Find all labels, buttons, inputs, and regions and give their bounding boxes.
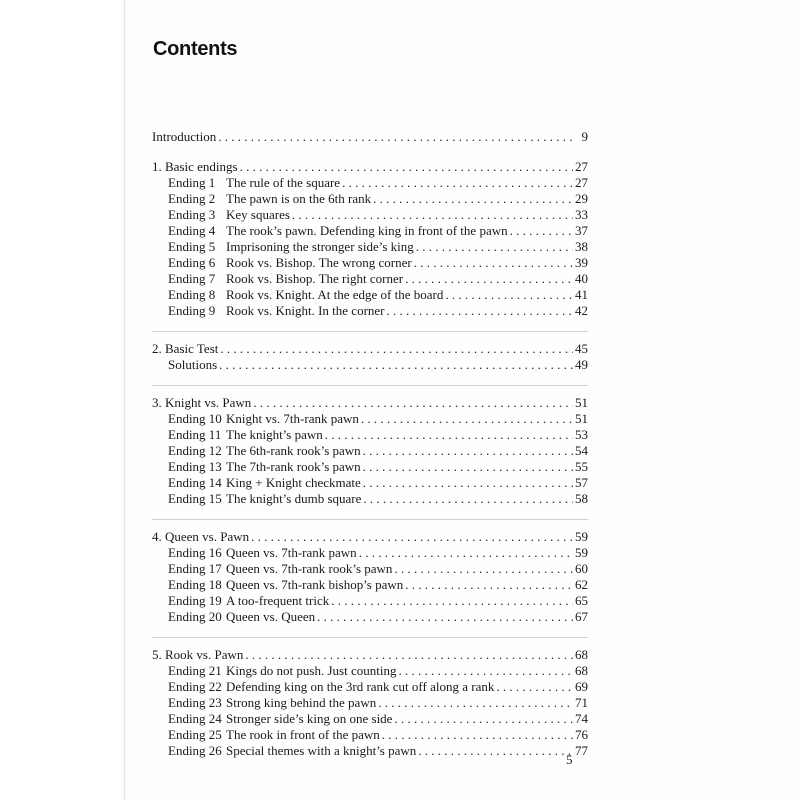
ending-row: [152, 239, 588, 255]
chapter-row: [152, 529, 588, 545]
dot-leader: [382, 727, 573, 743]
ending-page: 76: [575, 727, 588, 742]
dot-leader: [331, 593, 573, 609]
ending-page: 38: [575, 239, 588, 254]
ending-row: [152, 271, 588, 287]
ending-label: Ending 20: [168, 609, 222, 624]
dot-leader: [445, 287, 573, 303]
ending-page: 71: [575, 695, 588, 710]
dot-leader: [414, 255, 573, 271]
toc-intro-row: [152, 129, 588, 145]
dot-leader: [363, 459, 573, 475]
ending-label: Ending 2: [168, 191, 216, 206]
dot-leader: [359, 545, 573, 561]
ending-label: Ending 26: [168, 743, 222, 758]
dot-leader: [405, 271, 573, 287]
ending-label: Ending 14: [168, 475, 222, 490]
dot-leader: [405, 577, 573, 593]
ending-title: The rook in front of the pawn: [226, 727, 380, 742]
ending-title: The knight’s dumb square: [226, 491, 362, 506]
ending-label: Ending 16: [168, 545, 222, 560]
ending-row: [152, 207, 588, 223]
ending-title: Queen vs. 7th-rank pawn: [226, 545, 357, 560]
ending-title: Stronger side’s king on one side: [226, 711, 393, 726]
ending-row: [152, 287, 588, 303]
ending-title: Queen vs. 7th-rank bishop’s pawn: [226, 577, 404, 592]
ending-page: 41: [575, 287, 588, 302]
dot-leader: [510, 223, 573, 239]
ending-label: Ending 7: [168, 271, 216, 286]
ending-row: [152, 303, 588, 319]
ending-title: Rook vs. Knight. In the corner: [226, 303, 385, 318]
ending-page: 60: [575, 561, 588, 576]
dot-leader: [363, 475, 573, 491]
dot-leader: [325, 427, 573, 443]
dot-leader: [387, 303, 573, 319]
dot-leader: [220, 341, 573, 357]
ending-label: Ending 11: [168, 427, 222, 442]
ending-page: 42: [575, 303, 588, 318]
ending-row: [152, 695, 588, 711]
ending-title: Rook vs. Bishop. The right corner: [226, 271, 404, 286]
chapter-page: 27: [575, 159, 588, 174]
toc-intro-page: 9: [581, 129, 588, 144]
ending-title: Queen vs. 7th-rank rook’s pawn: [226, 561, 393, 576]
ending-title: Strong king behind the pawn: [226, 695, 377, 710]
ending-row: [152, 609, 588, 625]
ending-title: Special themes with a knight’s pawn: [226, 743, 417, 758]
ending-page: 58: [575, 491, 588, 506]
ending-title: The knight’s pawn: [226, 427, 323, 442]
ending-title: Rook vs. Knight. At the edge of the board: [226, 287, 444, 302]
ending-page: 68: [575, 663, 588, 678]
solutions-row: [152, 357, 588, 373]
chapter-row: [152, 159, 588, 175]
ending-page: 27: [575, 175, 588, 190]
ending-label: Ending 15: [168, 491, 222, 506]
ending-row: [152, 427, 588, 443]
ending-page: 40: [575, 271, 588, 286]
ending-title: The 6th-rank rook’s pawn: [226, 443, 361, 458]
dot-leader: [496, 679, 573, 695]
ending-title: Key squares: [226, 207, 290, 222]
ending-page: 29: [575, 191, 588, 206]
ending-row: [152, 255, 588, 271]
ending-row: [152, 577, 588, 593]
table-of-contents: [152, 129, 588, 759]
dot-leader: [394, 561, 573, 577]
ending-row: [152, 727, 588, 743]
dot-leader: [416, 239, 573, 255]
ending-title: The rook’s pawn. Defending king in front of the pawn: [226, 223, 508, 238]
ending-label: Ending 4: [168, 223, 216, 238]
ending-label: Ending 12: [168, 443, 222, 458]
ending-row: [152, 191, 588, 207]
ending-title: King + Knight checkmate: [226, 475, 361, 490]
ending-row: [152, 443, 588, 459]
chapter-title: 2. Basic Test: [152, 341, 219, 356]
ending-row: [152, 545, 588, 561]
ending-title: Kings do not push. Just counting: [226, 663, 397, 678]
dot-leader: [218, 129, 576, 145]
chapter-row: [152, 341, 588, 357]
dot-leader: [219, 357, 573, 373]
chapter-page: 68: [575, 647, 588, 662]
dot-leader: [342, 175, 573, 191]
chapter-title: 3. Knight vs. Pawn: [152, 395, 252, 410]
ending-page: 53: [575, 427, 588, 442]
ending-row: [152, 743, 588, 759]
chapter-page: 45: [575, 341, 588, 356]
dot-leader: [398, 663, 573, 679]
ending-title: The 7th-rank rook’s pawn: [226, 459, 361, 474]
solutions-page: 49: [575, 357, 588, 372]
ending-row: [152, 411, 588, 427]
dot-leader: [292, 207, 573, 223]
ending-page: 67: [575, 609, 588, 624]
ending-row: [152, 491, 588, 507]
ending-row: [152, 223, 588, 239]
chapter-page: 51: [575, 395, 588, 410]
ending-page: 57: [575, 475, 588, 490]
dot-leader: [361, 411, 573, 427]
toc-intro-title: Introduction: [152, 129, 217, 144]
ending-title: The rule of the square: [226, 175, 341, 190]
ending-page: 77: [575, 743, 588, 758]
ending-title: Rook vs. Bishop. The wrong corner: [226, 255, 412, 270]
chapter-page: 59: [575, 529, 588, 544]
ending-page: 54: [575, 443, 588, 458]
ending-title: The pawn is on the 6th rank: [226, 191, 372, 206]
ending-page: 62: [575, 577, 588, 592]
ending-label: Ending 23: [168, 695, 222, 710]
ending-row: [152, 561, 588, 577]
ending-row: [152, 663, 588, 679]
dot-leader: [378, 695, 573, 711]
ending-page: 51: [575, 411, 588, 426]
dot-leader: [363, 443, 573, 459]
ending-row: [152, 459, 588, 475]
chapter-title: 5. Rook vs. Pawn: [152, 647, 244, 662]
dot-leader: [251, 529, 573, 545]
ending-label: Ending 6: [168, 255, 216, 270]
dot-leader: [418, 743, 573, 759]
ending-page: 39: [575, 255, 588, 270]
ending-row: [152, 593, 588, 609]
ending-label: Ending 1: [168, 175, 216, 190]
ending-label: Ending 10: [168, 411, 222, 426]
ending-title: Imprisoning the stronger side’s king: [226, 239, 414, 254]
ending-label: Ending 25: [168, 727, 222, 742]
ending-label: Ending 13: [168, 459, 222, 474]
ending-label: Ending 18: [168, 577, 222, 592]
ending-page: 74: [575, 711, 588, 726]
dot-leader: [245, 647, 573, 663]
chapter-row: [152, 647, 588, 663]
ending-label: Ending 24: [168, 711, 222, 726]
ending-label: Ending 8: [168, 287, 216, 302]
ending-page: 59: [575, 545, 588, 560]
ending-label: Ending 5: [168, 239, 216, 254]
dot-leader: [373, 191, 573, 207]
ending-title: Queen vs. Queen: [226, 609, 316, 624]
ending-page: 33: [575, 207, 588, 222]
ending-label: Ending 3: [168, 207, 216, 222]
dot-leader: [363, 491, 573, 507]
chapter-title: 4. Queen vs. Pawn: [152, 529, 250, 544]
ending-row: [152, 711, 588, 727]
ending-label: Ending 9: [168, 303, 216, 318]
ending-page: 65: [575, 593, 588, 608]
ending-row: [152, 679, 588, 695]
dot-leader: [394, 711, 573, 727]
ending-label: Ending 22: [168, 679, 222, 694]
ending-title: Defending king on the 3rd rank cut off along a rank: [226, 679, 495, 694]
ending-row: [152, 175, 588, 191]
chapter-row: [152, 395, 588, 411]
solutions-title: Solutions: [168, 357, 218, 372]
page-number: 5: [566, 752, 573, 767]
contents-heading: Contents: [153, 38, 238, 60]
ending-label: Ending 17: [168, 561, 222, 576]
dot-leader: [253, 395, 573, 411]
ending-title: A too-frequent trick: [226, 593, 330, 608]
ending-label: Ending 21: [168, 663, 222, 678]
ending-page: 37: [575, 223, 588, 238]
ending-page: 55: [575, 459, 588, 474]
ending-title: Knight vs. 7th-rank pawn: [226, 411, 359, 426]
ending-row: [152, 475, 588, 491]
dot-leader: [240, 159, 573, 175]
ending-label: Ending 19: [168, 593, 222, 608]
ending-page: 69: [575, 679, 588, 694]
dot-leader: [317, 609, 573, 625]
chapter-title: 1. Basic endings: [152, 159, 238, 174]
